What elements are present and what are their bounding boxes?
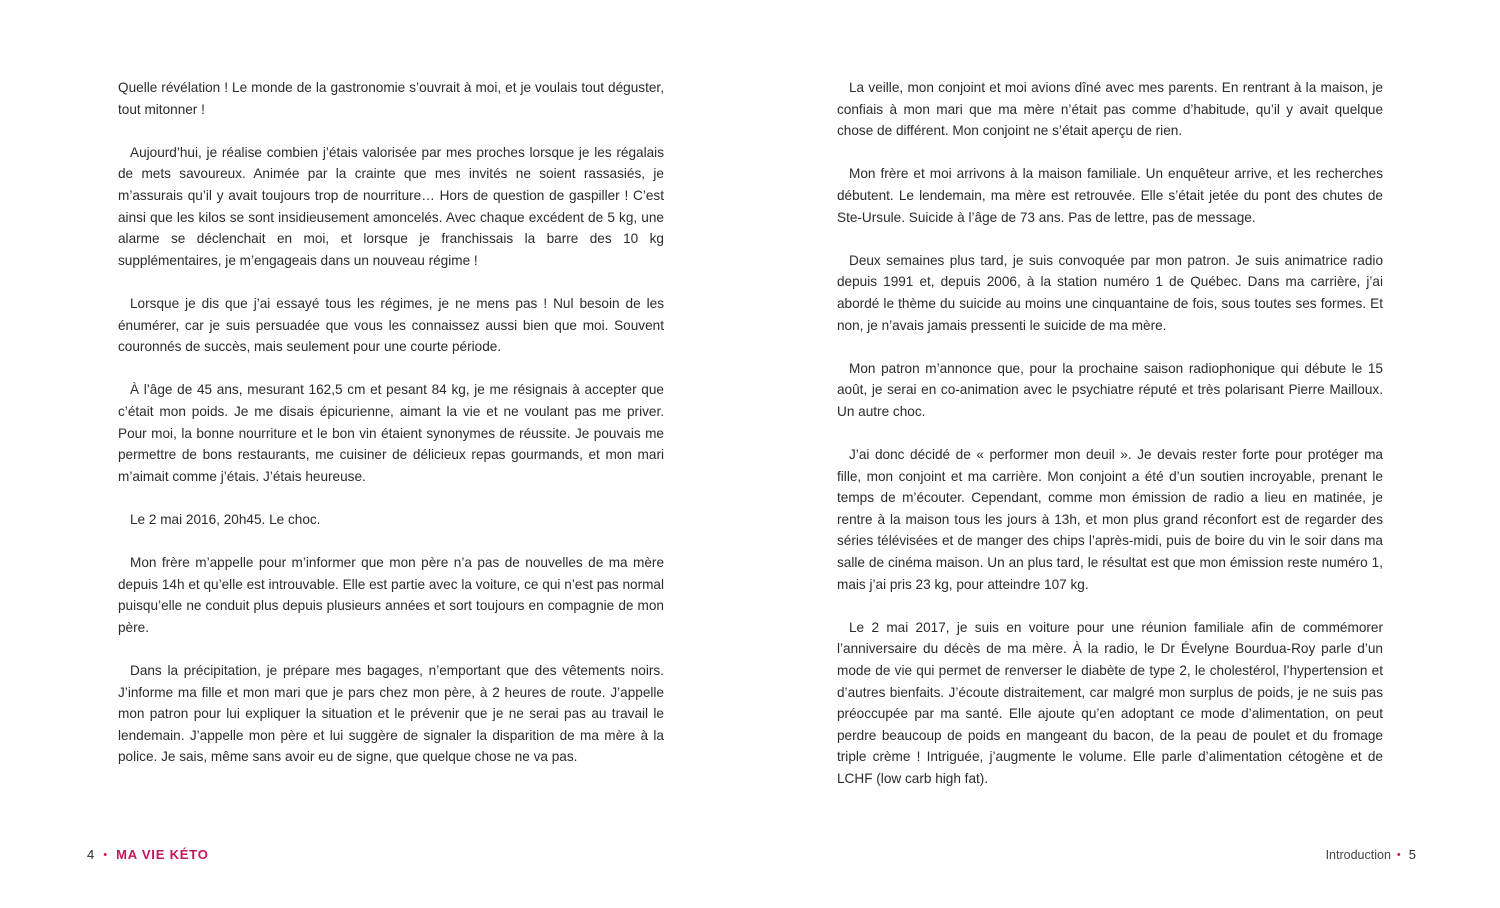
paragraph: Aujourd’hui, je réalise combien j’étais valorisée par mes proches lorsque je les régalais de mets savoureux. Animée par la crainte que mes invités ne soient rassasiés, je m’assurais qu’il y avait toujours trop de nourriture… Hors de question de gaspiller ! C’est ainsi que les kilos se sont insidieusement amoncelés. Avec chaque excédent de 5 kg, une alarme se déclenchait en moi, et lorsque je franchissais la barre des 10 kg supplémentaires, je m’engageais dans un nouveau régime ! xyxy=(118,144,664,268)
paragraph: Deux semaines plus tard, je suis convoquée par mon patron. Je suis animatrice radio depuis 1991 et, depuis 2006, à la station numéro 1 de Québec. Dans ma carrière, j’ai abordé le thème du suicide au moins une cinquantaine de fois, sous toutes ses formes. Et non, je n’avais jamais pressenti le suicide de ma mère. xyxy=(837,252,1383,333)
chapter-title: Introduction xyxy=(1325,848,1391,862)
paragraph: À l’âge de 45 ans, mesurant 162,5 cm et pesant 84 kg, je me résignais à accepter que c’était mon poids. Je me disais épicurienne, aimant la vie et ne voulant pas me priver. Pour moi, la bonne nourriture et le bon vin étaient synonymes de réussite. Je pouvais me permettre de bons restaurants, me cuisiner de délicieux repas gourmands, et mon mari m’aimait comme j’étais. J’étais heureuse. xyxy=(118,382,664,484)
paragraph: Mon frère m’appelle pour m’informer que mon père n’a pas de nouvelles de ma mère depuis 14h et qu’elle est introuvable. Elle est partie avec la voiture, ce qui n’est pas normal puisqu’elle ne conduit plus depuis plusieurs années et sort toujours en compagnie de mon père. xyxy=(118,555,664,635)
paragraph: Mon patron m’annonce que, pour la prochaine saison radiophonique qui débute le 15 août, je serai en co-animation avec le psychiatre réputé et très polarisant Pierre Mailloux. Un autre choc. xyxy=(837,360,1383,419)
paragraph: Dans la précipitation, je prépare mes bagages, n’emportant que des vêtements noirs. J’informe ma fille et mon mari que je pars chez mon père, à 2 heures de route. J’appelle mon patron pour lui expliquer la situation et le prévenir que je ne serai pas au travail le lendemain. J’appelle mon père et lui suggère de signaler la disparition de ma mère à la police. Je sais, même sans avoir eu de signe, que quelque chose ne va pas. xyxy=(118,663,664,765)
paragraph: J’ai donc décidé de « performer mon deuil ». Je devais rester forte pour protéger ma fille, mon conjoint et ma carrière. Mon conjoint a été d’un soutien incroyable, prenant le temps de m’écouter. Cependant, comme mon émission de radio a lieu en matinée, je rentre à la maison tous les jours à 13h, et mon plus grand réconfort est de regarder des séries télévisées et de manger des chips l’après-midi, puis de boire du vin le soir dans ma salle de cinéma maison. Un an plus tard, le résultat est que mon émission reste numéro 1, mais j’ai pris 23 kg, pour atteindre 107 kg. xyxy=(837,447,1383,592)
paragraph: Lorsque je dis que j’ai essayé tous les régimes, je ne mens pas ! Nul besoin de les énumérer, car je suis persuadée que vous les connaissez aussi bien que moi. Souvent couronnés de succès, mais seulement pour une courte période. xyxy=(118,295,664,355)
paragraph: Quelle révélation ! Le monde de la gastronomie s’ouvrait à moi, et je voulais tout déguster, tout mitonner ! xyxy=(118,80,664,117)
left-page-footer xyxy=(87,845,209,865)
page-number: 4 xyxy=(87,847,95,862)
paragraph: La veille, mon conjoint et moi avions dîné avec mes parents. En rentrant à la maison, je confiais à mon mari que ma mère n’était pas comme d’habitude, qu’il y avait quelque chose de différent. Mon conjoint ne s’était aperçu de rien. xyxy=(837,80,1383,139)
footer-separator: • xyxy=(1396,849,1401,861)
footer-separator: • xyxy=(103,849,108,861)
paragraph: Le 2 mai 2016, 20h45. Le choc. xyxy=(130,511,321,527)
book-title: MA VIE KÉTO xyxy=(116,847,209,862)
page-number: 5 xyxy=(1408,847,1416,862)
right-page-footer xyxy=(1326,845,1416,865)
paragraph: Mon frère et moi arrivons à la maison familiale. Un enquêteur arrive, et les recherches débutent. Le lendemain, ma mère est retrouvée. Elle s’était jetée du pont des chutes de Ste-Ursule. Suicide à l’âge de 73 ans. Pas de lettre, pas de message. xyxy=(837,166,1383,225)
right-page-body xyxy=(837,77,1383,811)
paragraph: Le 2 mai 2017, je suis en voiture pour une réunion familiale afin de commémorer l’anniversaire du décès de ma mère. À la radio, le Dr Évelyne Bourdua-Roy parle d’un mode de vie qui permet de renverser le diabète de type 2, le cholestérol, l’hypertension et d’autres bienfaits. J’écoute distraitement, car malgré mon surplus de poids, je ne suis pas préoccupée par ma santé. Elle ajoute qu’en adoptant ce mode d’alimentation, on peut perdre beaucoup de poids en mangeant du bacon, de la peau de poulet et du fromage triple crème ! Intriguée, j’augmente le volume. Elle parle d’alimentation cétogène et de LCHF (low carb high fat). xyxy=(837,619,1383,786)
left-page-body xyxy=(118,77,664,790)
